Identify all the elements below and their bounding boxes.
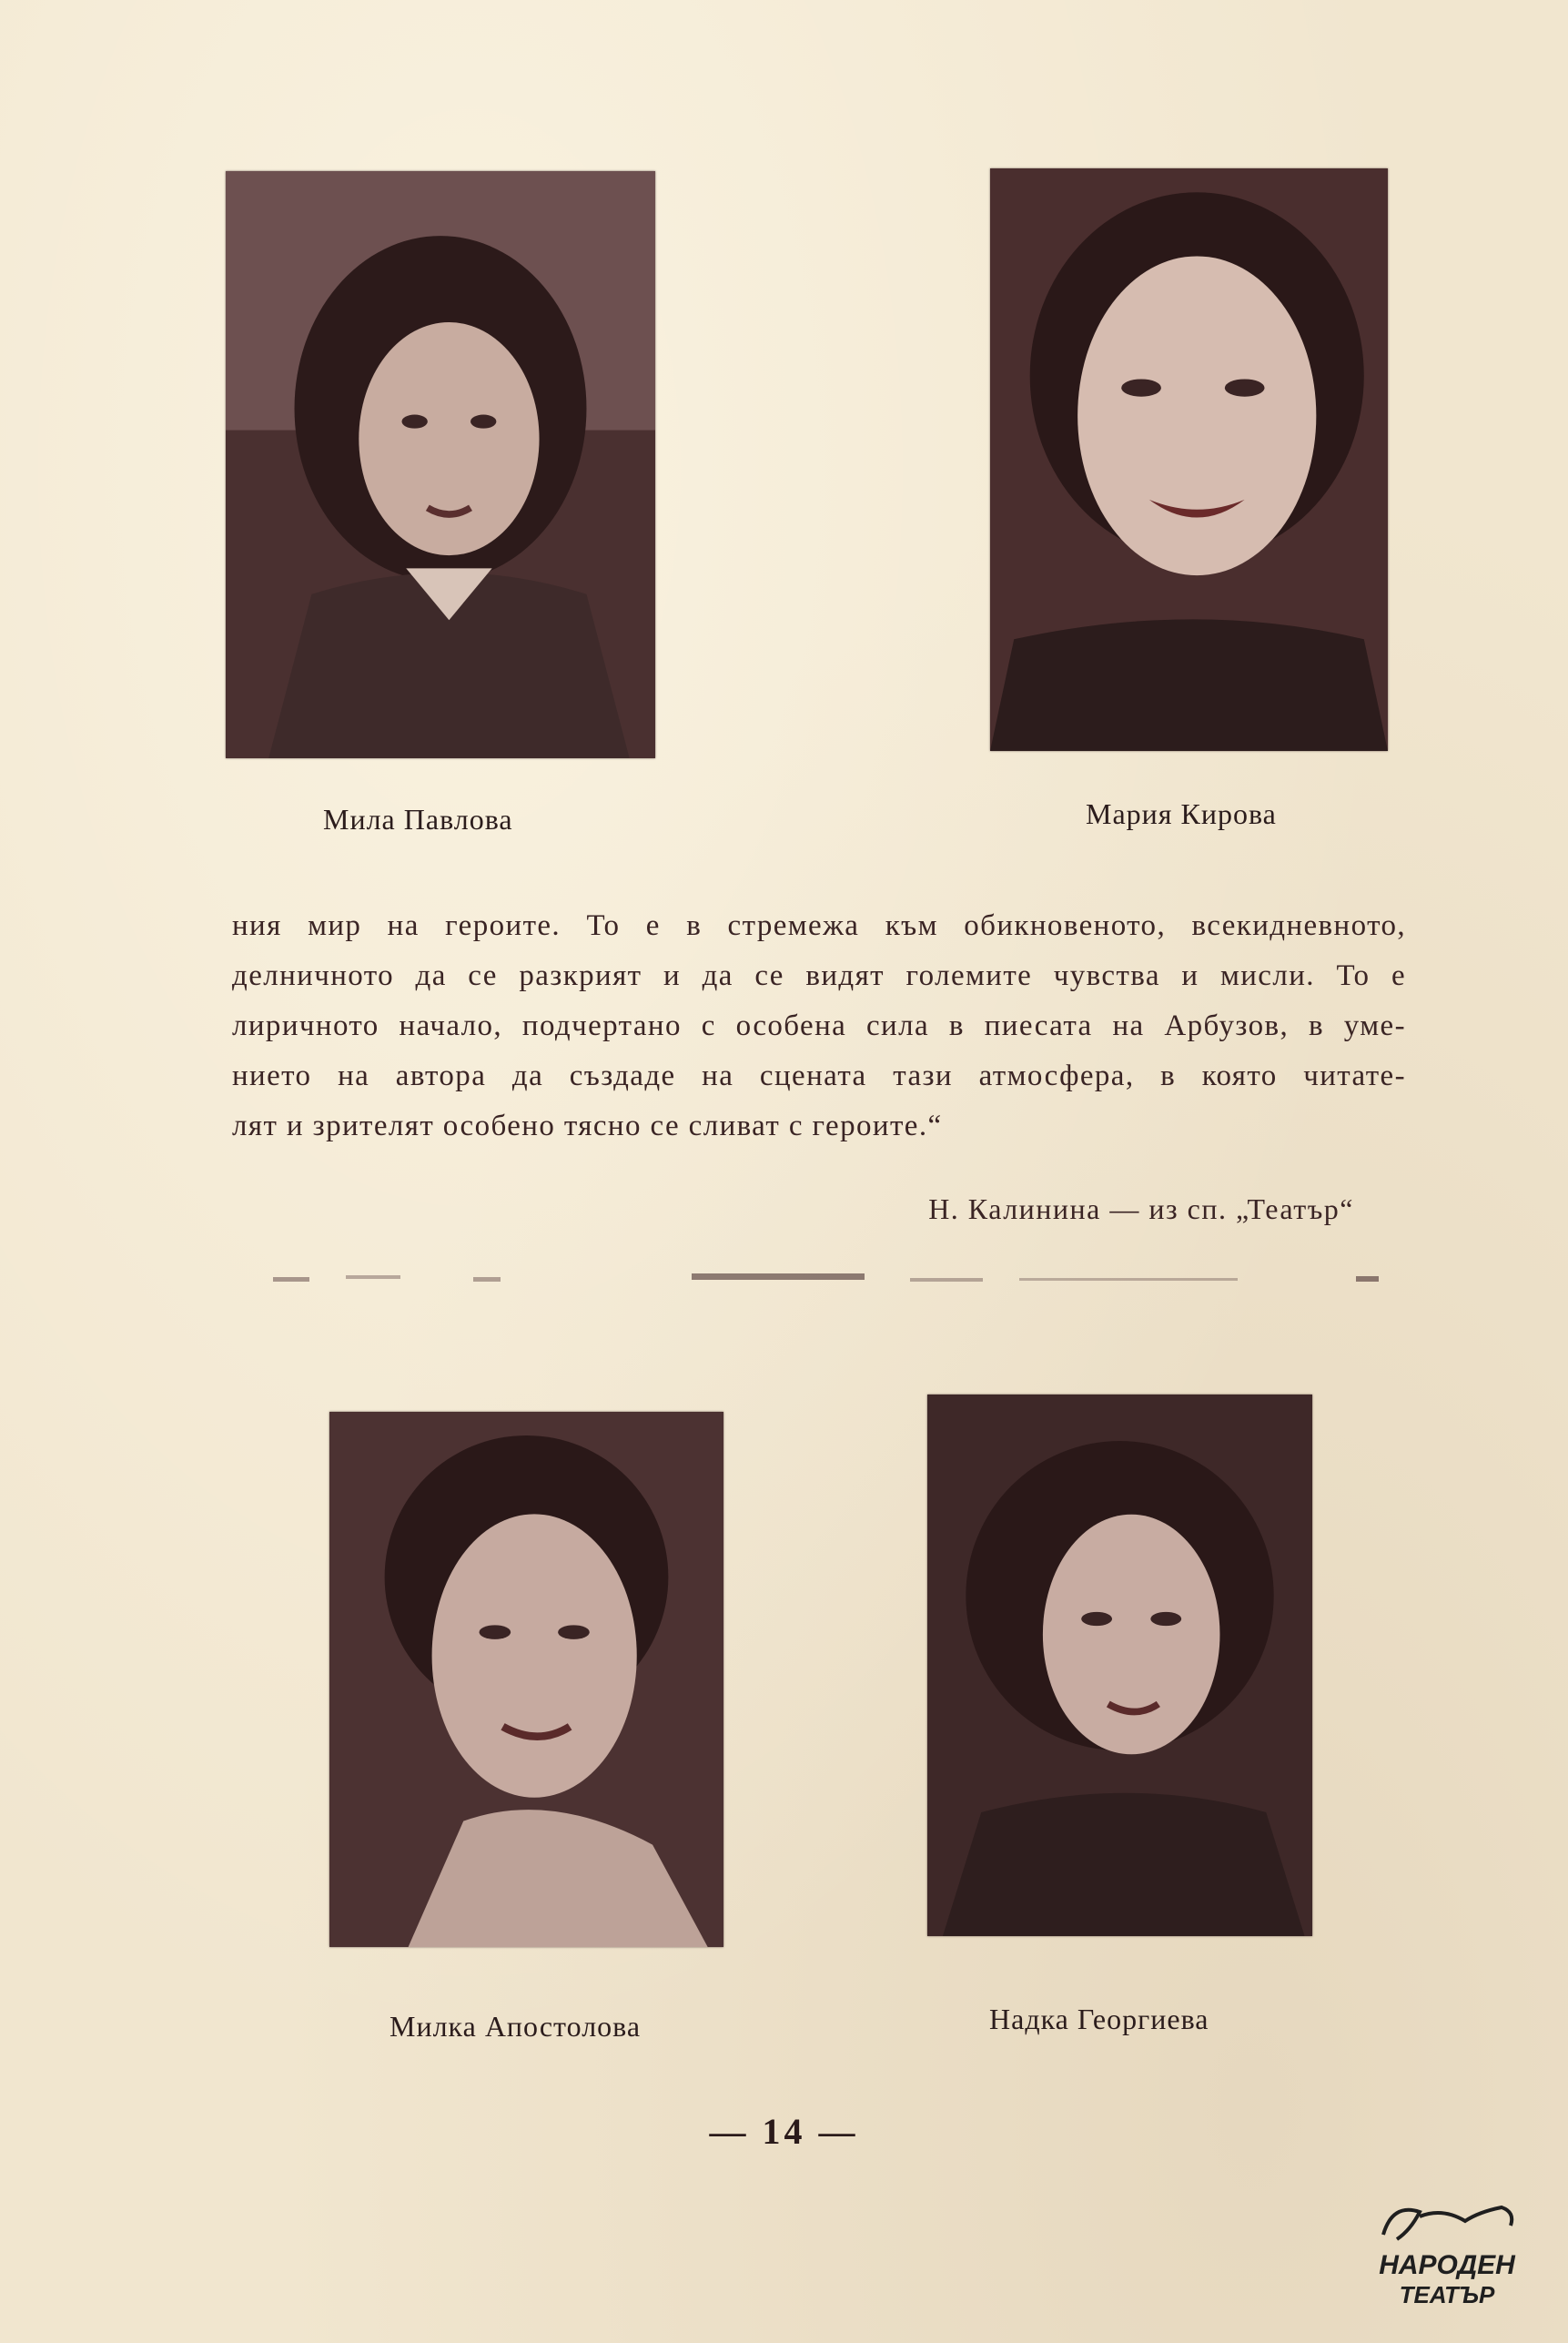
ink-smudge-divider	[273, 1270, 1383, 1288]
caption-portrait-1: Мила Павлова	[323, 803, 513, 836]
svg-text:ТЕАТЪР: ТЕАТЪР	[1399, 2281, 1495, 2308]
article-line: ния мир на героите. То е в стремежа към обикновеното, всекидневното,	[232, 909, 1406, 942]
portrait-photo-1	[226, 171, 655, 758]
page-number: — 14 —	[709, 2111, 859, 2152]
article-attribution: Н. Калинина — из сп. „Театър“	[928, 1192, 1354, 1225]
portrait-photo-3	[329, 1412, 723, 1947]
article-line: нието на автора да създаде на сцената тази атмосфера, в която читате-	[232, 1060, 1406, 1092]
caption-portrait-3: Милка Апостолова	[389, 2010, 642, 2043]
article-line: лиричното начало, подчертано с особена сила в пиесата на Арбузов, в уме-	[232, 1009, 1406, 1042]
svg-text:НАРОДЕН: НАРОДЕН	[1379, 2250, 1515, 2280]
portrait-photo-2	[990, 168, 1388, 751]
portrait-photo-4	[927, 1395, 1312, 1936]
article-line: лят и зрителят особено тясно се сливат с героите.“	[232, 1110, 943, 1142]
caption-portrait-4: Надка Георгиева	[989, 2003, 1209, 2035]
article-text	[232, 901, 1406, 1151]
national-theatre-logo	[1356, 2185, 1538, 2321]
caption-portrait-2: Мария Кирова	[1086, 797, 1277, 830]
article-line: делничното да се разкрият и да се видят големите чувства и мисли. То е	[232, 959, 1406, 992]
